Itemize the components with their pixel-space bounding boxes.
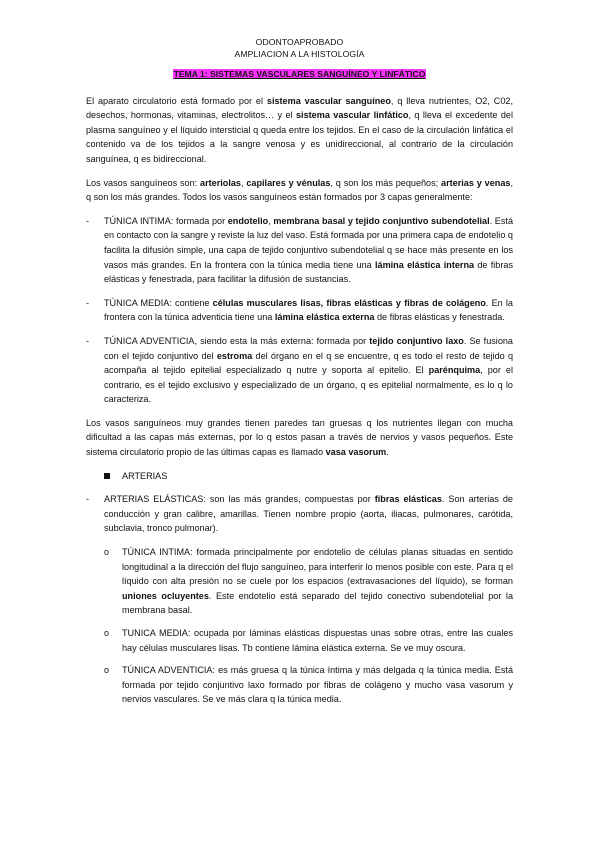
paragraph-vessels: Los vasos sanguíneos son: arteriolas, capilares y vénulas, q son los más pequeños; arterias y venas, q son los más grandes. Todos los vasos sanguíneos están formados por 3 capas generalmente:	[86, 177, 513, 203]
dash-marker: -	[86, 297, 90, 308]
paragraph-intro: El aparato circulatorio está formado por el sistema vascular sanguíneo, q lleva nutrientes, O2, C02, desechos, hormonas, vitaminas, electrolitos… y el sistema vascular linfático, q lleva el excedente del plasma sanguíneo y el líquido intersticial q queda entre los tejidos. En el caso de la circulación linfática el contenido va de los tejidos a la sangre venosa y es unidireccional, al contrario de la circulación sanguínea, q es bidireccional.	[86, 95, 513, 164]
circle-bullet-icon: o	[104, 547, 110, 558]
list-item-elasticas	[86, 492, 513, 536]
header-title: ODONTOAPROBADO	[255, 37, 344, 47]
sublist-item-text: TÚNICA INTIMA: formada principalmente por endotelio de células planas situadas en sentido longitudinal a la dirección del flujo sanguíneo, para interferir lo menos posible con este. Para q el líquido con alta presión no se cuele por los espacios (extravasaciones del líquido), se forman uniones ocluyentes. Este endotelio está separado del tejido conectivo subendotelial por la membrana basal.	[122, 547, 513, 616]
sublist-item-text: TÚNICA ADVENTICIA: es más gruesa q la túnica íntima y más delgada q la túnica media. Está formada por tejido conjuntivo laxo formado por fibras de colágeno y mucho vasa vasorum y nervios vasculares. Se ve más clara q la túnica media.	[122, 665, 513, 705]
dash-marker: -	[86, 335, 90, 346]
topic-heading-wrap	[86, 67, 513, 82]
dash-marker: -	[86, 494, 90, 505]
sublist-item-adventicia	[104, 663, 513, 707]
circle-bullet-icon: o	[104, 665, 110, 676]
list-item-text: TÚNICA ADVENTICIA, siendo esta la más externa: formada por tejido conjuntivo laxo. Se fusiona con el tejido conjuntivo del estroma del órgano en el q se encuentre, q es todo el resto de tejido q acompaña al tejido epitelial especializado q nutre y soporta al epitelio. El parénquima, por el contrario, es el tejido exclusivo y especializado de un órgano, q es epitelial normalmente, es lo q lo caracteriza.	[104, 335, 514, 405]
square-bullet-icon	[104, 473, 110, 479]
circle-bullet-icon: o	[104, 628, 110, 638]
sublist-item-intima	[104, 545, 513, 618]
dash-marker: -	[86, 215, 90, 226]
sublist-item-media	[104, 626, 513, 655]
list-item-adventicia	[86, 334, 513, 407]
section-heading-arterias	[104, 469, 513, 484]
paragraph-vasa-vasorum: Los vasos sanguíneos muy grandes tienen paredes tan gruesas q los nutrientes llegan con mucha dificultad a las capas más externas, por lo q estos pasan a través de nervios y vasos pequeños. Este sistema circulatorio propio de las últimas capas es llamado vasa vasorum.	[86, 417, 513, 458]
list-item-media	[86, 296, 513, 325]
topic-heading: TEMA 1: SISTEMAS VASCULARES SANGUÍNEO Y LINFÁTICO	[173, 69, 426, 79]
header-subtitle: AMPLIACION A LA HISTOLOGÍA	[234, 49, 365, 59]
list-item-intima	[86, 214, 513, 287]
section-heading-text: ARTERIAS	[122, 470, 168, 481]
sublist-item-text: TUNICA MEDIA: ocupada por láminas elásticas dispuestas unas sobre otras, entre las cuales hay células musculares lisas. Tb contiene lámina elástica externa. Se ve muy oscura.	[122, 628, 513, 653]
list-item-text: TÚNICA INTIMA: formada por endotelio, membrana basal y tejido conjuntivo subendotelial. Está en contacto con la sangre y reviste la luz del vaso. Está formada por una primera capa de endotelio q facilita la difusión simple, una capa de tejido conjuntivo subendotelial q se hace más presente en los vasos más grandes. En la frontera con la túnica media tiene una lámina elástica interna de fibras elásticas y fenestrada, para facilitar la difusión de sustancias.	[104, 215, 513, 285]
list-item-text: ARTERIAS ELÁSTICAS: son las más grandes, compuestas por fibras elásticas. Son arterias de conducción y gran calibre, amarillas. Tienen nombre propio (aorta, iliacas, pulmonares, carótida, subclavia, tronco pulmonar).	[104, 494, 513, 534]
list-item-text: TÚNICA MEDIA: contiene células musculares lisas, fibras elásticas y fibras de colágeno. En la frontera con la túnica adventicia tiene una lámina elástica externa de fibras elásticas y fenestrada.	[104, 297, 513, 323]
